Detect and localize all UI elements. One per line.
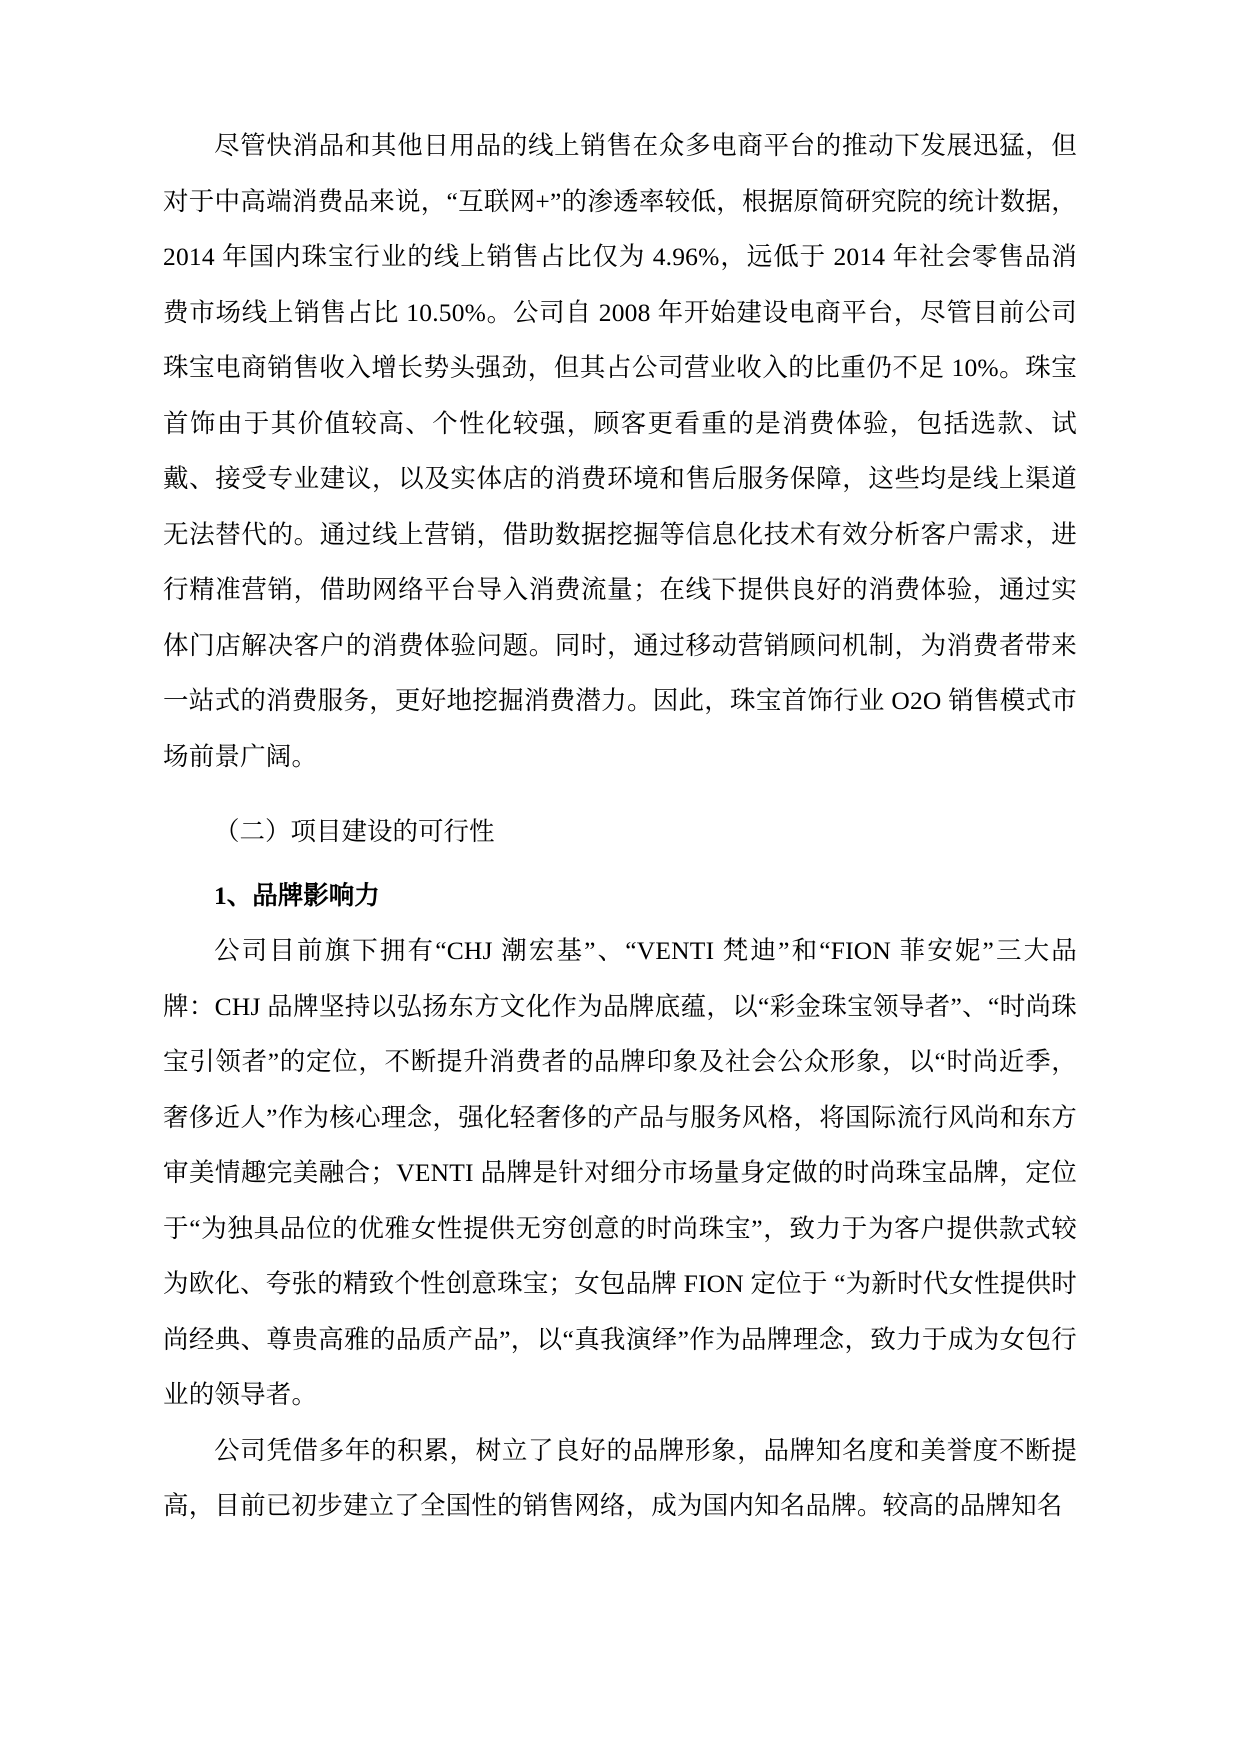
paragraph-online-sales-penetration: 尽管快消品和其他日用品的线上销售在众多电商平台的推动下发展迅猛，但对于中高端消费品来说，“互联网+”的渗透率较低，根据原简研究院的统计数据，2014 年国内珠宝行业的线上销售占比仅为 4.96%，远低于 2014 年社会零售品消费市场线上销售占比 10.50%。公司自 2008 年开始建设电商平台，尽管目前公司珠宝电商销售收入增长势头强劲，但其占公司营业收入的比重仍不足 10%。珠宝首饰由于其价值较高、个性化较强，顾客更看重的是消费体验，包括选款、试戴、接受专业建议，以及实体店的消费环境和售后服务保障，这些均是线上渠道无法替代的。通过线上营销，借助数据挖掘等信息化技术有效分析客户需求，进行精准营销，借助网络平台导入消费流量；在线下提供良好的消费体验，通过实体门店解决客户的消费体验问题。同时，通过移动营销顾问机制，为消费者带来一站式的消费服务，更好地挖掘消费潜力。因此，珠宝首饰行业 O2O 销售模式市场前景广阔。 bbox=[163, 131, 1077, 771]
section-heading-feasibility: （二）项目建设的可行性 bbox=[214, 817, 495, 846]
paragraph-brand-portfolio: 公司目前旗下拥有“CHJ 潮宏基”、“VENTI 梵迪”和“FION 菲安妮”三大品牌：CHJ 品牌坚持以弘扬东方文化作为品牌底蕴，以“彩金珠宝领导者”、“时尚珠宝引领者”的定位，不断提升消费者的品牌印象及社会公众形象，以“时尚近季，奢侈近人”作为核心理念，强化轻奢侈的产品与服务风格，将国际流行风尚和东方审美情趣完美融合；VENTI 品牌是针对细分市场量身定做的时尚珠宝品牌，定位于“为独具品位的优雅女性提供无穷创意的时尚珠宝”，致力于为客户提供款式较为欧化、夸张的精致个性创意珠宝；女包品牌 FION 定位于 “为新时代女性提供时尚经典、尊贵高雅的品质产品”，以“真我演绎”作为品牌理念，致力于成为女包行业的领导者。 bbox=[163, 936, 1077, 1409]
paragraph-brand-reputation: 公司凭借多年的积累，树立了良好的品牌形象，品牌知名度和美誉度不断提高，目前已初步建立了全国性的销售网络，成为国内知名品牌。较高的品牌知名 bbox=[163, 1435, 1077, 1520]
heading-spacer bbox=[163, 860, 1077, 868]
paragraph-spacer bbox=[163, 784, 1077, 804]
subsection-heading-brand-influence: 1、品牌影响力 bbox=[214, 880, 380, 910]
